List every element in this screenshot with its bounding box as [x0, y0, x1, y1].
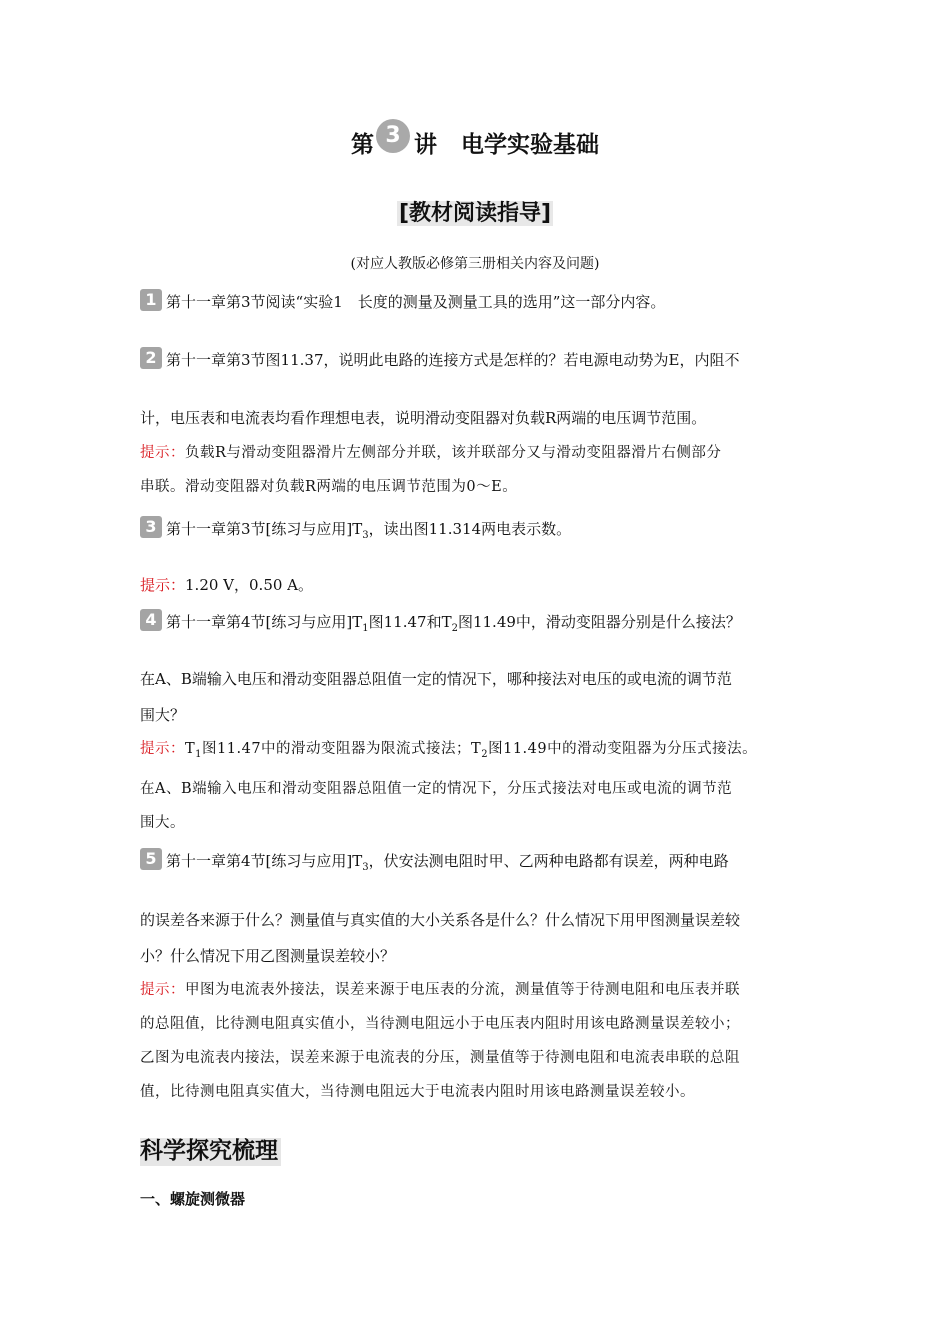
- hint-5: [140, 973, 812, 1109]
- question-number-badge: 5: [140, 848, 162, 870]
- question-number-badge: 3: [140, 516, 162, 538]
- hint-2: [140, 436, 812, 504]
- question-text: 第十一章第3节[练习与应用]$T_3$，读出图11.314两电表示数。: [166, 520, 572, 541]
- question-number-badge: 2: [140, 347, 162, 369]
- question-5-line-2: 的误差各来源于什么？测量值与真实值的大小关系各是什么？什么情况下用甲图测量误差较 小？什么情况下用乙图测量误差较小？: [140, 911, 741, 965]
- title-prefix: 第: [351, 132, 374, 158]
- hint-3: [140, 567, 812, 603]
- lecture-number-badge: 3: [376, 119, 410, 153]
- hint-text: 值，比待测电阻真实值大，当待测电阻远大于电流表内阻时用该电路测量误差较小。: [140, 1084, 695, 1100]
- hint-text: 的总阻值，比待测电阻真实值小，当待测电阻远小于电压表内阻时用该电路测量误差较小；: [140, 1016, 740, 1032]
- question-text: 第十一章第3节阅读“实验1 长度的测量及测量工具的选用”这一部分内容。: [166, 293, 666, 311]
- hint-label: 提示：: [140, 741, 185, 757]
- hint-text: 串联。滑动变阻器对负载R两端的电压调节范围为0～E。: [140, 479, 518, 495]
- page-title: [0, 122, 950, 163]
- question-4-line-2: 在A、B端输入电压和滑动变阻器总阻值一定的情况下，哪种接法对电压的或电流的调节范 围大？: [140, 670, 732, 724]
- question-number-badge: 4: [140, 609, 162, 631]
- hint-text: 负载R与滑动变阻器滑片左侧部分并联，该并联部分又与滑动变阻器滑片右侧部分: [185, 445, 722, 461]
- question-text: 第十一章第4节[练习与应用]$T_3$，伏安法测电阻时甲、乙两种电路都有误差，两种电路: [166, 852, 729, 873]
- question-1: [140, 284, 812, 320]
- title-main: 电学实验基础: [461, 132, 599, 158]
- question-2: [140, 342, 812, 378]
- hint-text: $T_1$图11.47中的滑动变阻器为限流式接法；$T_2$图11.49中的滑动变阻器为分压式接法。: [185, 741, 758, 760]
- hint-text: 乙图为电流表内接法，误差来源于电流表的分压，测量值等于待测电阻和电流表串联的总阻: [140, 1050, 740, 1066]
- question-4: [140, 604, 812, 647]
- question-2-line-2: 计，电压表和电流表均看作理想电表，说明滑动变阻器对负载R两端的电压调节范围。: [140, 409, 707, 427]
- hint-label: 提示：: [140, 982, 185, 998]
- hint-text: 围大。: [140, 814, 185, 831]
- hint-text: 在A、B端输入电压和滑动变阻器总阻值一定的情况下，分压式接法对电压或电流的调节范: [140, 780, 733, 797]
- question-3: [140, 511, 812, 554]
- hint-label: 提示：: [140, 445, 185, 461]
- question-number-badge: 1: [140, 289, 162, 311]
- title-suffix: 讲: [414, 132, 437, 158]
- textbook-note: (对应人教版必修第三册相关内容及问题): [350, 256, 600, 272]
- hint-text: 1.20 V，0.50 A。: [185, 576, 314, 594]
- section-subheading: 一、螺旋测微器: [140, 1190, 246, 1208]
- question-text: 第十一章第3节图11.37，说明此电路的连接方式是怎样的？若电源电动势为E，内阻不: [166, 351, 740, 369]
- question-5: [140, 843, 812, 886]
- hint-label: 提示：: [140, 576, 186, 594]
- question-text: 第十一章第4节[练习与应用]$T_1$图11.47和$T_2$图11.49中，滑动变阻器分别是什么接法？: [166, 613, 741, 634]
- hint-text: 甲图为电流表外接法，误差来源于电压表的分流，测量值等于待测电阻和电压表并联: [185, 982, 740, 998]
- hint-4: [140, 732, 812, 840]
- section-subtitle: [教材阅读指导]: [398, 201, 552, 226]
- section-heading: 科学探究梳理: [140, 1132, 281, 1165]
